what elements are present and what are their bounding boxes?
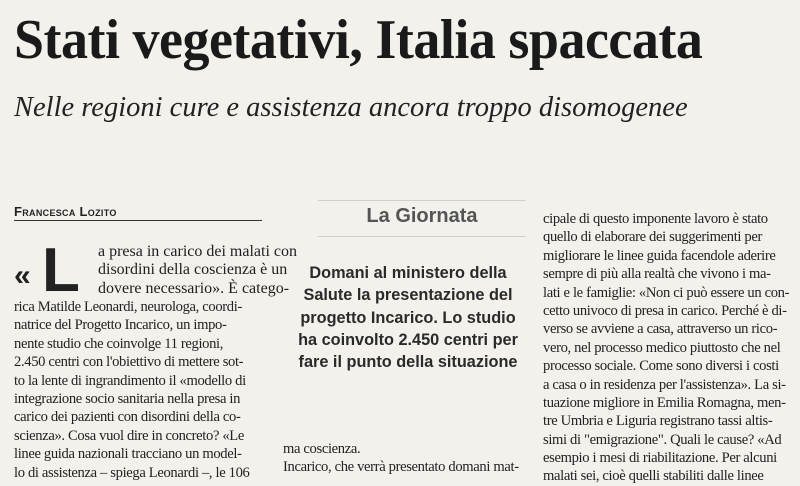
text-line: verso se avviene a casa, attraverso un rico- xyxy=(543,321,778,338)
text-line: carico dei pazienti con disordini della co- xyxy=(14,409,241,426)
text-line: a casa o in residenza per l'assistenza». La si- xyxy=(543,376,786,393)
headline: Stati vegetativi, Italia spaccata xyxy=(14,8,703,71)
text-line: lati e le famiglie: «Non ci può essere un con- xyxy=(543,284,790,301)
text-line: simi di "emigrazione". Quali le cause? «Ad xyxy=(543,431,782,448)
text-line: cipale di questo imponente lavoro è stato xyxy=(543,211,768,227)
text-line: tre Umbria e Liguria registrano tassi altis- xyxy=(543,413,773,430)
column-1-text xyxy=(14,298,264,482)
opening-quote-mark: « xyxy=(14,259,31,292)
sidebar-box-title: La Giornata xyxy=(366,205,478,227)
text-line: esempio i mesi di riabilitazione. Per alcuni xyxy=(543,450,777,467)
lead-text xyxy=(98,243,298,298)
box-line: Salute la presentazione del xyxy=(303,286,513,305)
box-line: ha coinvolto 2.450 centri per xyxy=(298,330,518,349)
drop-cap: L xyxy=(42,236,80,305)
byline-rule xyxy=(14,204,262,221)
text-line: natrice del Progetto Incarico, un impo- xyxy=(14,317,227,334)
text-line: lo di assistenza – spiega Leonardi –, le 106 xyxy=(14,464,250,481)
text-line: malati sei, cioè quelli stabiliti dalle linee xyxy=(543,468,764,485)
text-line: quello di elaborare dei suggerimenti per xyxy=(543,229,763,246)
text-line: migliorare le linee guida facendole aderire xyxy=(543,247,776,264)
text-line: nente studio che coinvolge 11 regioni, xyxy=(14,335,224,352)
box-line: fare il punto della situazione xyxy=(298,353,518,372)
text-line: 2.450 centri con l'obiettivo di mettere sot- xyxy=(14,354,244,371)
box-line: Domani al ministero della xyxy=(309,264,507,282)
box-line: progetto Incarico. Lo studio xyxy=(300,308,516,327)
text-line: cetto univoco di presa in carico. Perché è di- xyxy=(543,302,787,319)
text-line: sempre di più alla realtà che vivono i ma- xyxy=(543,266,771,283)
text-line: tuazione migliore in Emilia Romagna, men- xyxy=(543,394,786,411)
column-2-text xyxy=(283,440,533,477)
text-line: disordini della coscienza è un xyxy=(98,261,288,279)
text-line: vero, nel processo medico piuttosto che nel xyxy=(543,339,781,356)
text-line: a presa in carico dei malati con xyxy=(98,243,298,260)
sidebar-box-header xyxy=(318,200,526,237)
byline: Francesca Lozito xyxy=(14,204,117,219)
text-line: Incarico, che verrà presentato domani mat- xyxy=(283,459,519,476)
text-line: to la lente di ingrandimento il «modello di xyxy=(14,372,246,389)
text-line: integrazione socio sanitaria nella presa in xyxy=(14,390,241,407)
text-line: linee guida nazionali tracciano un model- xyxy=(14,446,242,463)
column-3-text xyxy=(543,210,793,486)
text-line: processo sociale. Come sono diversi i costi xyxy=(543,358,779,375)
subheadline: Nelle regioni cure e assistenza ancora troppo disomogenee xyxy=(14,92,688,123)
text-line: ma coscienza. xyxy=(283,441,361,457)
sidebar-box-text xyxy=(290,262,526,373)
text-line: scienza». Cosa vuol dire in concreto? «Le xyxy=(14,427,245,444)
text-line: dovere necessario». È catego- xyxy=(98,279,290,297)
text-line: rica Matilde Leonardi, neurologa, coordi- xyxy=(14,299,242,315)
